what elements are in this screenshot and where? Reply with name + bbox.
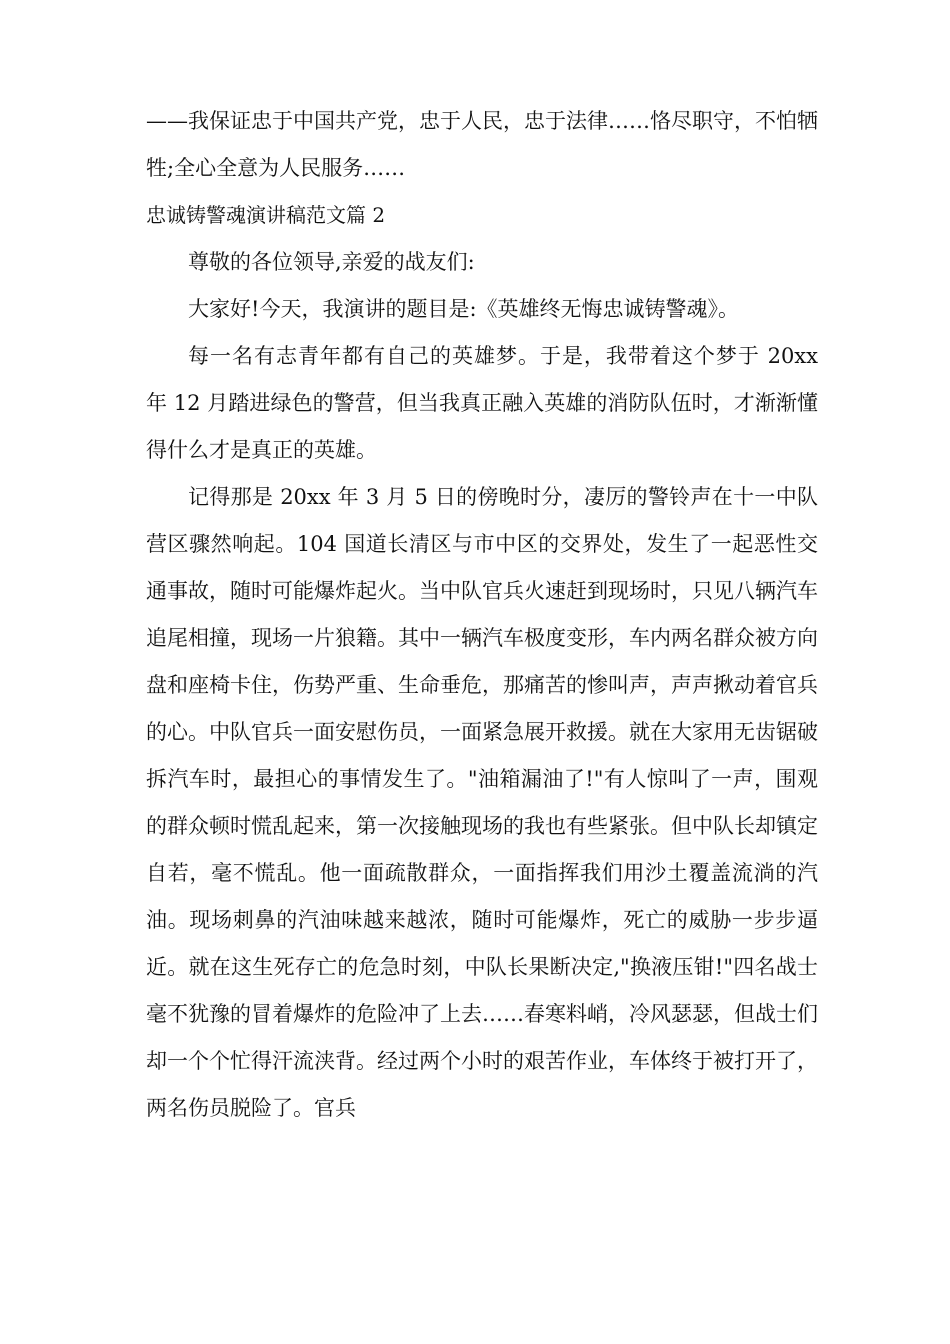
rescue-story-paragraph: 记得那是 20xx 年 3 月 5 日的傍晚时分，凄厉的警铃声在十一中队营区骤然响起。104 国道长清区与市中区的交界处，发生了一起恶性交通事故，随时可能爆炸起火。当中队官兵火速赶到现场时，只见八辆汽车追尾相撞，现场一片狼籍。其中一辆汽车极度变形，车内两名群众被方向盘和座椅卡住，伤势严重、生命垂危，那痛苦的惨叫声，声声揪动着官兵的心。中队官兵一面安慰伤员，一面紧急展开救援。就在大家用无齿锯破拆汽车时，最担心的事情发生了。"油箱漏油了!"有人惊叫了一声，围观的群众顿时慌乱起来，第一次接触现场的我也有些紧张。但中队长却镇定自若，毫不慌乱。他一面疏散群众，一面指挥我们用沙土覆盖流淌的汽油。现场刺鼻的汽油味越来越浓，随时可能爆炸，死亡的威胁一步步逼近。就在这生死存亡的危急时刻，中队长果断决定,"换液压钳!"四名战士毫不犹豫的冒着爆炸的危险冲了上去……春寒料峭，冷风瑟瑟，但战士们却一个个忙得汗流浃背。经过两个小时的艰苦作业，车体终于被打开了，两名伤员脱险了。官兵 — [146, 485, 818, 1120]
oath-paragraph: ——我保证忠于中国共产党，忠于人民，忠于法律……恪尽职守，不怕牺牲;全心全意为人民服务…… — [146, 109, 818, 180]
section-heading: 忠诚铸警魂演讲稿范文篇 2 — [146, 203, 386, 227]
greeting-paragraph: 大家好!今天，我演讲的题目是:《英雄终无悔忠诚铸警魂》。 — [188, 297, 740, 321]
document-page — [146, 98, 818, 1132]
salutation-paragraph: 尊敬的各位领导,亲爱的战友们: — [188, 250, 475, 274]
hero-dream-paragraph: 每一名有志青年都有自己的英雄梦。于是，我带着这个梦于 20xx 年 12 月踏进绿色的警营，但当我真正融入英雄的消防队伍时，才渐渐懂得什么才是真正的英雄。 — [146, 344, 818, 462]
